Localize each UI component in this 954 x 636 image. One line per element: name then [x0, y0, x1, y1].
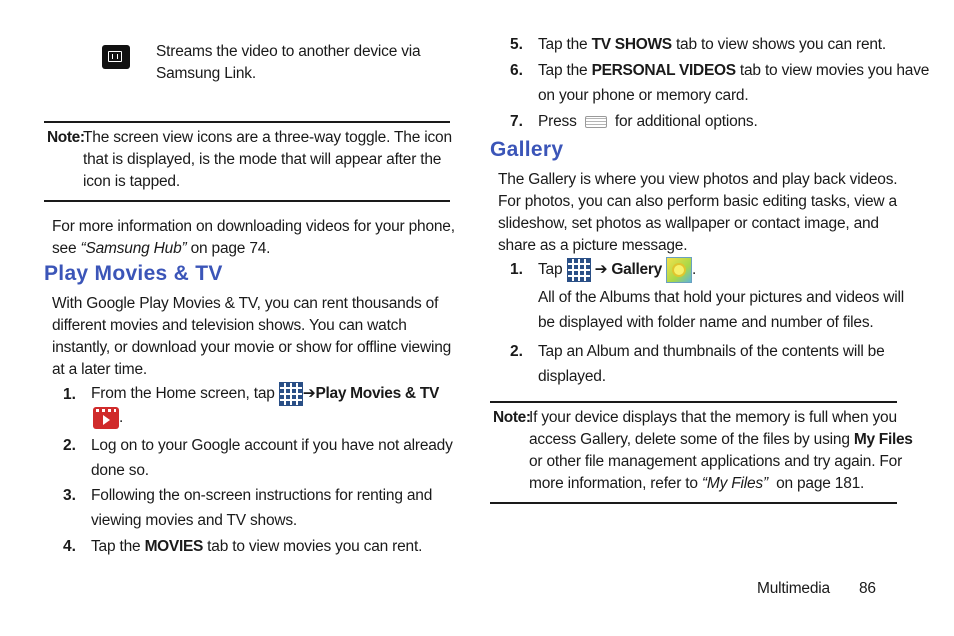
step-number: 1.: [63, 386, 76, 403]
more-info-paragraph: For more information on downloading videos for your phone, see “Samsung Hub” on page 74.: [52, 218, 455, 257]
step-number: 2.: [510, 343, 523, 360]
step-1-icon-line: .: [93, 407, 123, 429]
note-label: Note:: [493, 409, 531, 426]
step-6: Tap the PERSONAL VIDEOS tab to view movies you have on your phone or memory card.: [538, 62, 930, 104]
step-number: 5.: [510, 36, 523, 53]
step-5: Tap the TV SHOWS tab to view shows you can rent.: [538, 36, 887, 53]
step-7: Press for additional options.: [538, 113, 758, 130]
gallery-step-1-detail: All of the Albums that hold your pictures and videos will be displayed with folder name and number of files.: [538, 289, 904, 331]
step-number: 3.: [63, 487, 76, 504]
play-movies-intro: With Google Play Movies & TV, you can rent thousands of different movies and television shows. You can watch instantly, or download your movie or show for offline viewing at a later time.: [52, 295, 452, 378]
note-body: If your device displays that the memory is full when you access Gallery, delete some of the files by using My Files or other file management applications and try again. For more information, refer to “My Files” on page 181.: [529, 409, 913, 492]
note-rule-bottom: [490, 502, 897, 504]
arrow-icon: ➔: [594, 261, 608, 279]
step-number: 4.: [63, 538, 76, 555]
samsung-hub-link[interactable]: “Samsung Hub”: [80, 240, 187, 257]
arrow-icon: ➔: [302, 385, 316, 402]
step-3: Following the on-screen instructions for renting and viewing movies and TV shows.: [91, 487, 433, 529]
note-rule-top: [490, 401, 897, 403]
step-number: 1.: [510, 261, 523, 278]
step-number: 2.: [63, 437, 76, 454]
menu-key-icon: [585, 116, 607, 128]
samsung-link-icon: [102, 45, 130, 69]
play-movies-app-icon: [93, 407, 119, 429]
gallery-app-icon: [666, 257, 692, 283]
gallery-intro: The Gallery is where you view photos and play back videos. For photos, you can also perform basic editing tasks, view a slideshow, set photos as wallpaper or contact image, and share as a picture message.: [498, 171, 898, 254]
my-files-link[interactable]: “My Files”: [701, 475, 768, 492]
note-rule-bottom: [44, 200, 450, 202]
section-title-gallery: Gallery: [490, 138, 564, 161]
apps-grid-icon: [567, 258, 591, 282]
note-label: Note:: [47, 129, 85, 146]
note-rule-top: [44, 121, 450, 123]
step-1: From the Home screen, tap ➔Play Movies & TV: [91, 381, 451, 406]
footer-section-name: Multimedia: [757, 580, 830, 597]
apps-grid-icon: [279, 382, 303, 406]
section-title-play-movies: Play Movies & TV: [44, 262, 223, 285]
gallery-step-1: Tap ➔ Gallery .: [538, 257, 696, 283]
gallery-step-2: Tap an Album and thumbnails of the contents will be displayed.: [538, 343, 885, 385]
step-number: 7.: [510, 113, 523, 130]
note-body: The screen view icons are a three-way toggle. The icon that is displayed, is the mode that will appear after the icon is tapped.: [83, 129, 452, 190]
step-4: Tap the MOVIES tab to view movies you can rent.: [91, 538, 423, 555]
step-number: 6.: [510, 62, 523, 79]
footer-page-number: 86: [859, 580, 876, 597]
step-2: Log on to your Google account if you have not already done so.: [91, 437, 453, 479]
stream-description: Streams the video to another device via Samsung Link.: [156, 43, 421, 82]
